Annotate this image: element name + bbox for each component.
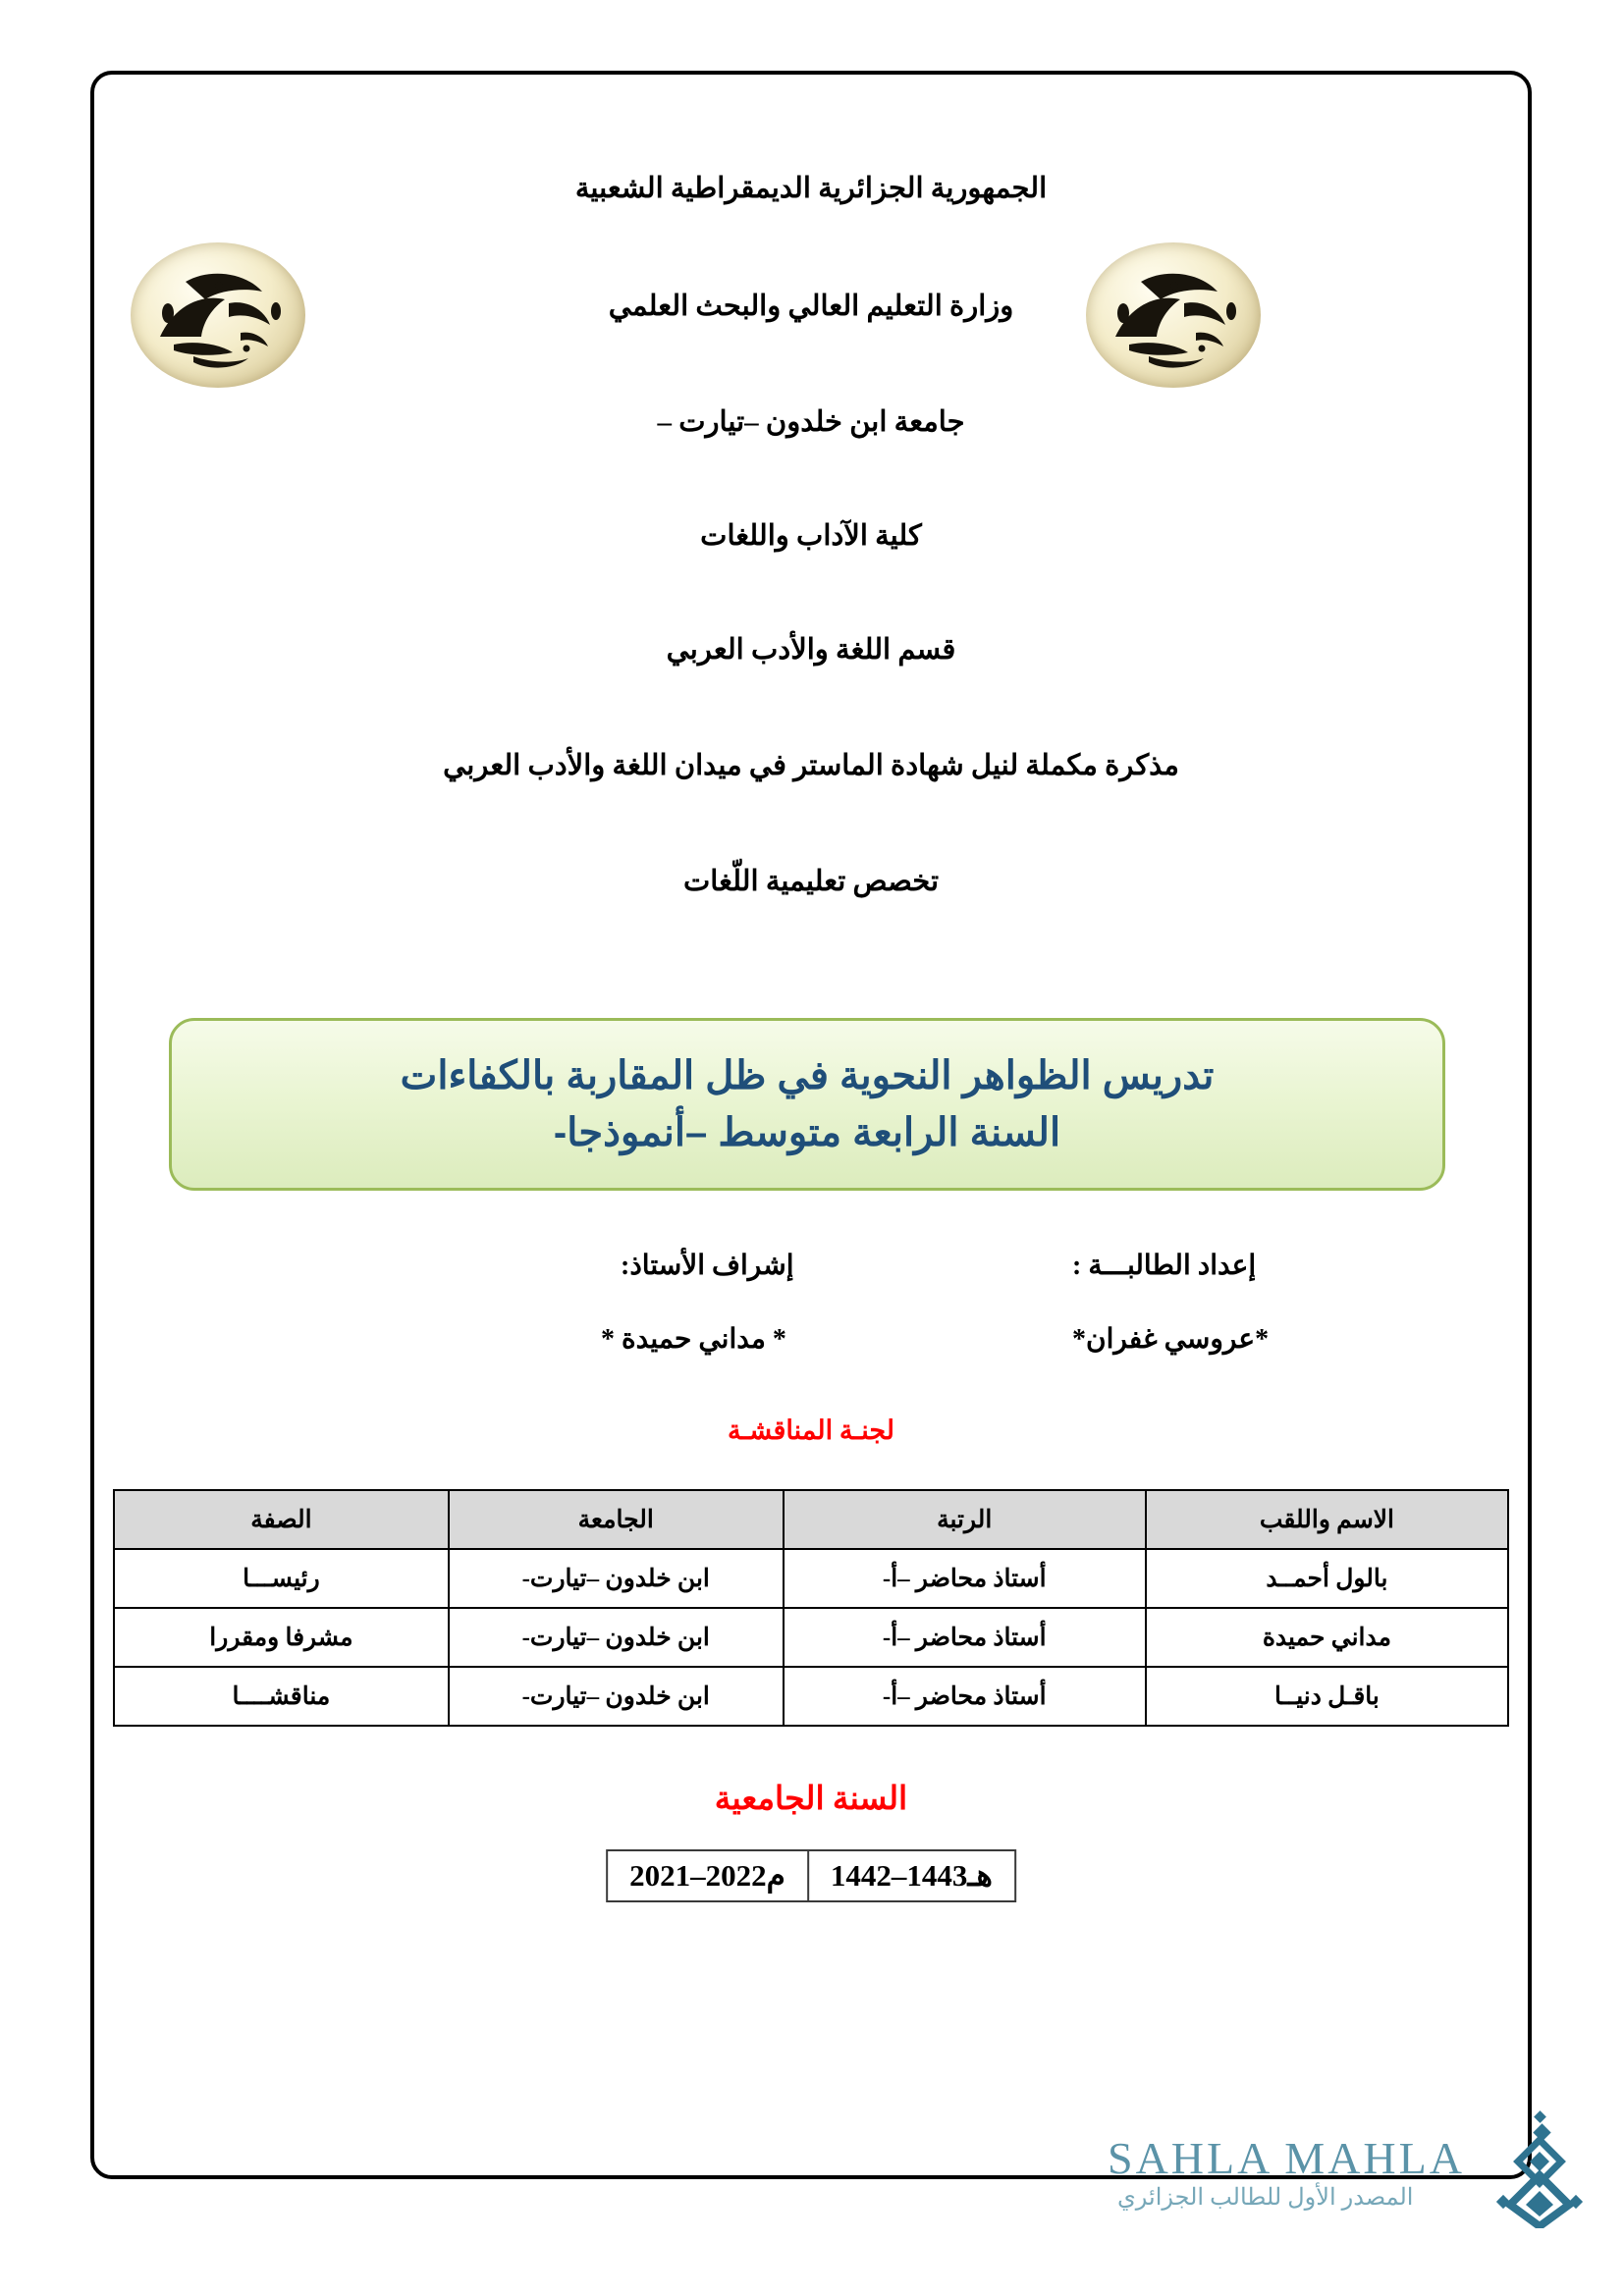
jury-cell-rank: أستاذ محاضر –أ- — [784, 1549, 1146, 1608]
student-name: *عروسي غفران* — [1072, 1324, 1270, 1355]
academic-year-box — [606, 1849, 1016, 1902]
jury-table-header-row — [114, 1490, 1508, 1549]
jury-column-name: الاسم واللقب — [1146, 1490, 1508, 1549]
table-row — [114, 1667, 1508, 1726]
specialization-line: تخصص تعليمية اللّغات — [682, 866, 940, 897]
cover-page-content — [90, 71, 1532, 2179]
supervisor-label: إشراف الأستاذ: — [621, 1251, 794, 1281]
academic-year-heading: السنة الجامعية — [714, 1782, 908, 1817]
jury-column-university: الجامعة — [449, 1490, 784, 1549]
thesis-title-box — [169, 1018, 1445, 1191]
thesis-title-line-2: السنة الرابعة متوسط –أنموذجا- — [553, 1111, 1061, 1154]
student-label: إعداد الطالبـــة : — [1072, 1251, 1257, 1281]
diamond-ornament-icon — [1492, 2110, 1587, 2228]
department-line: قسم اللغة والأدب العربي — [666, 634, 956, 666]
supervisor-name: * مداني حميدة * — [601, 1324, 786, 1355]
jury-cell-name: باقـل دنيــا — [1146, 1667, 1508, 1726]
watermark-tagline: المصدر الأول للطالب الجزائري — [1117, 2185, 1414, 2211]
jury-cell-role: مناقشــــا — [114, 1667, 449, 1726]
jury-cell-role: مشرفا ومقررا — [114, 1608, 449, 1667]
jury-column-role: الصفة — [114, 1490, 449, 1549]
jury-column-rank: الرتبة — [784, 1490, 1146, 1549]
watermark — [1108, 2118, 1569, 2246]
ministry-line: وزارة التعليم العالي والبحث العلمي — [608, 291, 1014, 322]
jury-cell-rank: أستاذ محاضر –أ- — [784, 1608, 1146, 1667]
table-row — [114, 1549, 1508, 1608]
table-row — [114, 1608, 1508, 1667]
jury-cell-name: بالول أحمــد — [1146, 1549, 1508, 1608]
university-line: جامعة ابن خلدون –تيارت – — [657, 406, 965, 438]
jury-cell-university: ابن خلدون –تيارت- — [449, 1608, 784, 1667]
republic-line: الجمهورية الجزائرية الديمقراطية الشعبية — [574, 173, 1048, 204]
jury-cell-university: ابن خلدون –تيارت- — [449, 1667, 784, 1726]
thesis-title-line-1: تدريس الظواهر النحوية في ظل المقاربة بالكفاءات — [400, 1054, 1215, 1097]
jury-cell-name: مداني حميدة — [1146, 1608, 1508, 1667]
jury-cell-university: ابن خلدون –تيارت- — [449, 1549, 784, 1608]
jury-cell-role: رئيســـا — [114, 1549, 449, 1608]
faculty-line: كلية الآداب واللغات — [700, 520, 922, 552]
jury-heading: لجنـة المناقشـة — [727, 1415, 895, 1445]
academic-year-hijri: 1442–1443هـ — [807, 1851, 1014, 1900]
jury-table — [113, 1489, 1509, 1727]
academic-year-gregorian: 2021–2022م — [629, 1858, 785, 1893]
watermark-brand: SAHLA MAHLA — [1108, 2133, 1465, 2183]
memo-statement-line: مذكرة مكملة لنيل شهادة الماستر في ميدان اللغة والأدب العربي — [443, 750, 1179, 781]
jury-cell-rank: أستاذ محاضر –أ- — [784, 1667, 1146, 1726]
